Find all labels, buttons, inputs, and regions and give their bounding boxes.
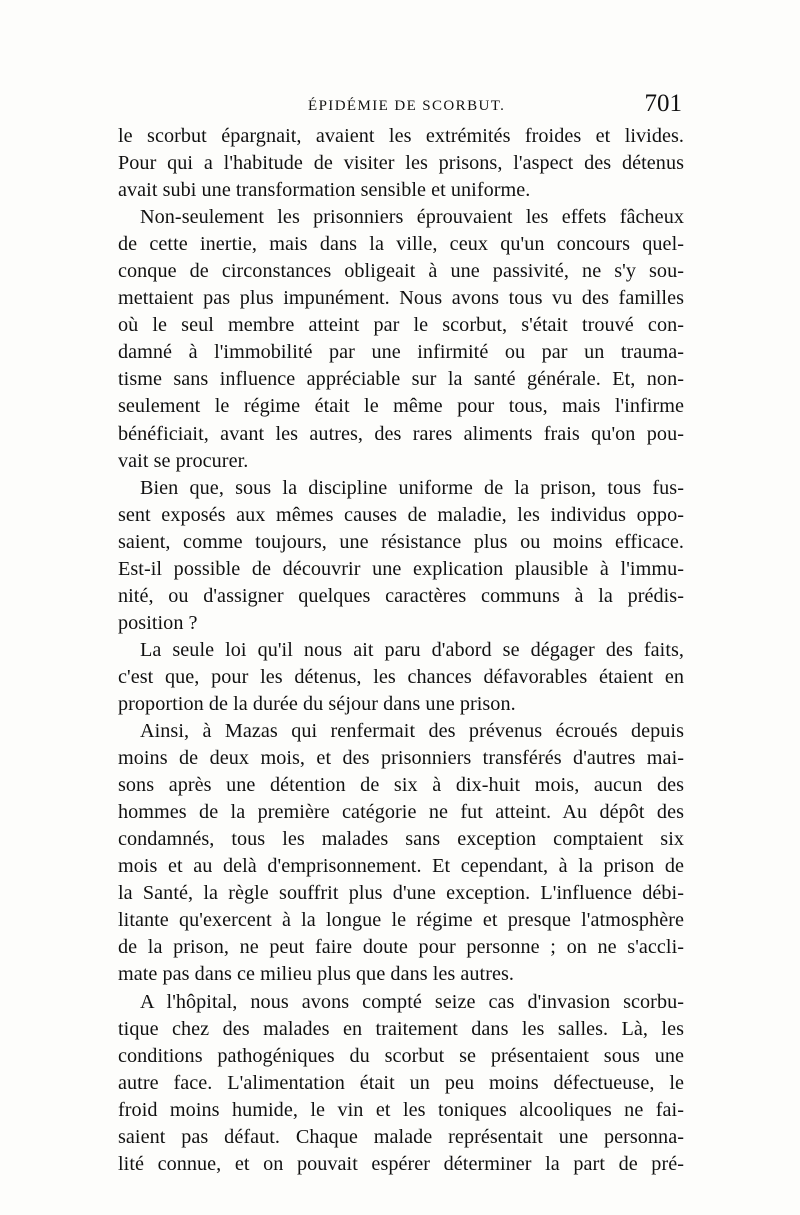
text-line: la Santé, la règle souffrit plus d'une exception. L'influence débi- bbox=[118, 882, 684, 905]
text-line: Est-il possible de découvrir une explication plausible à l'immu- bbox=[118, 557, 684, 580]
text-line: sons après une détention de six à dix-huit mois, aucun des bbox=[118, 774, 684, 797]
text-line: damné à l'immobilité par une infirmité ou par un trauma- bbox=[118, 341, 684, 364]
text-line: de la prison, ne peut faire doute pour personne ; on ne s'accli- bbox=[118, 936, 684, 959]
text-line: tique chez des malades en traitement dans les salles. Là, les bbox=[118, 1017, 684, 1040]
running-title: ÉPIDÉMIE DE SCORBUT. bbox=[308, 98, 506, 114]
text-line: conditions pathogéniques du scorbut se présentaient sous une bbox=[118, 1044, 684, 1067]
paragraph bbox=[118, 123, 684, 204]
text-line: moins de deux mois, et des prisonniers transférés d'autres mai- bbox=[118, 747, 684, 770]
text-line: seulement le régime était le même pour tous, mais l'infirme bbox=[118, 395, 684, 418]
text-line: sent exposés aux mêmes causes de maladie, les individus oppo- bbox=[118, 503, 684, 526]
text-line: vait se procurer. bbox=[118, 449, 249, 472]
text-line: bénéficiait, avant les autres, des rares aliments frais qu'on pou- bbox=[118, 422, 684, 445]
text-line: saient, comme toujours, une résistance plus ou moins efficace. bbox=[118, 530, 684, 553]
text-line: Ainsi, à Mazas qui renfermait des prévenus écroués depuis bbox=[140, 720, 684, 743]
text-line: nité, ou d'assigner quelques caractères communs à la prédis- bbox=[118, 584, 684, 607]
text-line: condamnés, tous les malades sans exception comptaient six bbox=[118, 828, 684, 851]
text-line: mois et au delà d'emprisonnement. Et cependant, à la prison de bbox=[118, 855, 684, 878]
text-line: tisme sans influence appréciable sur la santé générale. Et, non- bbox=[118, 368, 684, 391]
text-line: avait subi une transformation sensible et uniforme. bbox=[118, 179, 531, 202]
text-line: lité connue, et on pouvait espérer déterminer la part de pré- bbox=[118, 1152, 684, 1175]
text-line: où le seul membre atteint par le scorbut, s'était trouvé con- bbox=[118, 314, 684, 337]
paragraph bbox=[118, 475, 684, 637]
text-line: proportion de la durée du séjour dans une prison. bbox=[118, 692, 516, 715]
text-line: saient pas défaut. Chaque malade représentait une personna- bbox=[118, 1125, 684, 1148]
text-line: conque de circonstances obligeait à une passivité, ne s'y sou- bbox=[118, 260, 684, 283]
text-line: Non-seulement les prisonniers éprouvaient les effets fâcheux bbox=[140, 206, 684, 229]
text-line: A l'hôpital, nous avons compté seize cas d'invasion scorbu- bbox=[140, 990, 684, 1013]
text-line: litante qu'exercent à la longue le régime et presque l'atmosphère bbox=[118, 909, 684, 932]
text-line: hommes de la première catégorie ne fut atteint. Au dépôt des bbox=[118, 801, 684, 824]
text-line: position ? bbox=[118, 611, 198, 634]
running-head bbox=[118, 88, 684, 124]
paragraph bbox=[118, 718, 684, 988]
text-line: le scorbut épargnait, avaient les extrémités froides et livides. bbox=[118, 125, 684, 147]
text-line: froid moins humide, le vin et les toniques alcooliques ne fai- bbox=[118, 1098, 684, 1121]
text-line: mate pas dans ce milieu plus que dans les autres. bbox=[118, 963, 514, 986]
text-line: Bien que, sous la discipline uniforme de la prison, tous fus- bbox=[140, 476, 684, 499]
paragraph bbox=[118, 989, 684, 1178]
text-line: mettaient pas plus impunément. Nous avons tous vu des familles bbox=[118, 287, 684, 310]
text-line: de cette inertie, mais dans la ville, ceux qu'un concours quel- bbox=[118, 233, 684, 256]
text-line: autre face. L'alimentation était un peu moins défectueuse, le bbox=[118, 1071, 684, 1094]
page-number: 701 bbox=[644, 90, 682, 117]
paragraph bbox=[118, 637, 684, 718]
text-line: c'est que, pour les détenus, les chances défavorables étaient en bbox=[118, 665, 684, 688]
text-line: Pour qui a l'habitude de visiter les prisons, l'aspect des détenus bbox=[118, 152, 684, 175]
paragraph bbox=[118, 204, 684, 474]
body-text bbox=[118, 123, 684, 1178]
text-line: La seule loi qu'il nous ait paru d'abord se dégager des faits, bbox=[140, 638, 684, 661]
